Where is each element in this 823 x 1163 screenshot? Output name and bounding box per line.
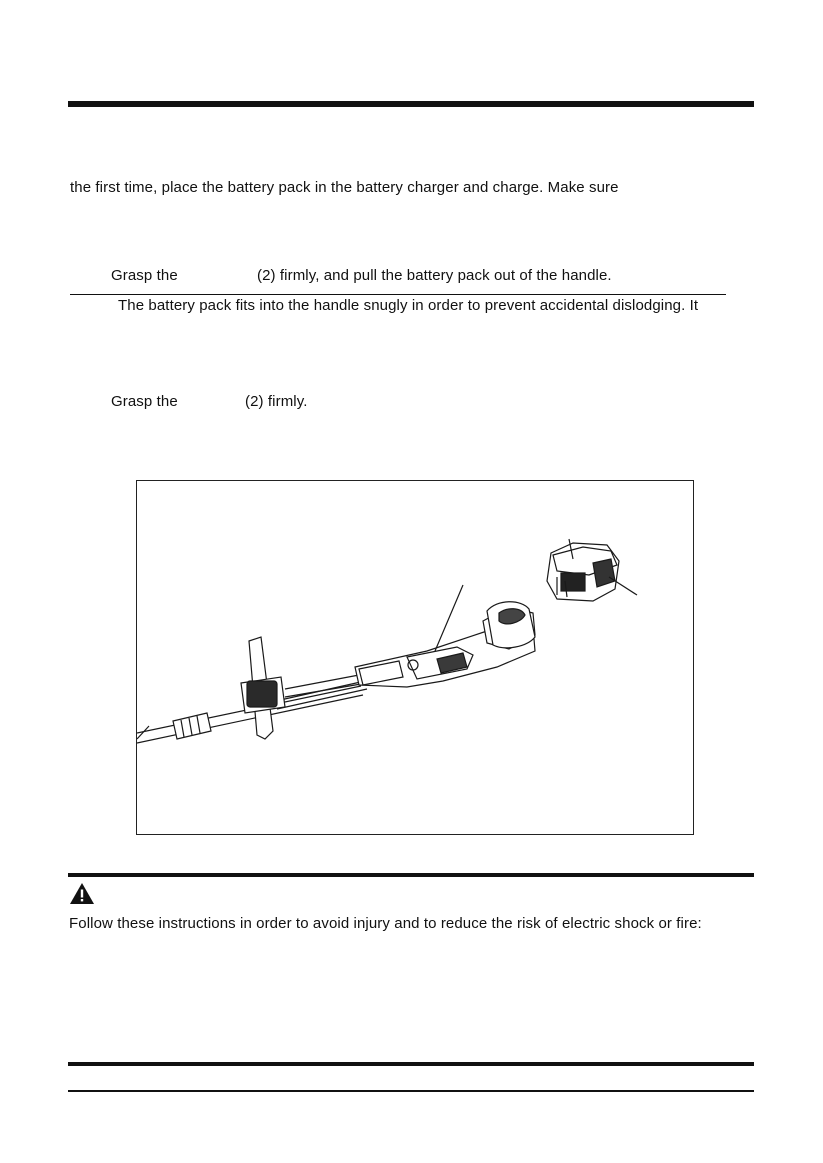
step-remove-text: (2) firmly, and pull the battery pack out of the handle. — [257, 267, 612, 284]
step-insert-prefix: Grasp the — [111, 393, 178, 410]
footer-rule-top — [68, 1062, 754, 1066]
warning-text: Follow these instructions in order to avoid injury and to reduce the risk of electric shock or fire: — [69, 915, 702, 932]
footer-rule-bottom — [68, 1090, 754, 1092]
note-text: The battery pack fits into the handle snugly in order to prevent accidental dislodging. It — [118, 297, 699, 314]
warning-rule — [68, 873, 754, 877]
step-insert-text: (2) firmly. — [245, 393, 308, 410]
note-rule — [70, 294, 726, 295]
intro-text: the first time, place the battery pack in the battery charger and charge. Make sure — [70, 179, 619, 196]
warning-triangle-icon — [70, 883, 94, 904]
header-rule — [68, 101, 754, 107]
step-remove-prefix: Grasp the — [111, 267, 178, 284]
battery-removal-figure — [136, 480, 694, 835]
trimmer-battery-illustration — [137, 481, 693, 834]
